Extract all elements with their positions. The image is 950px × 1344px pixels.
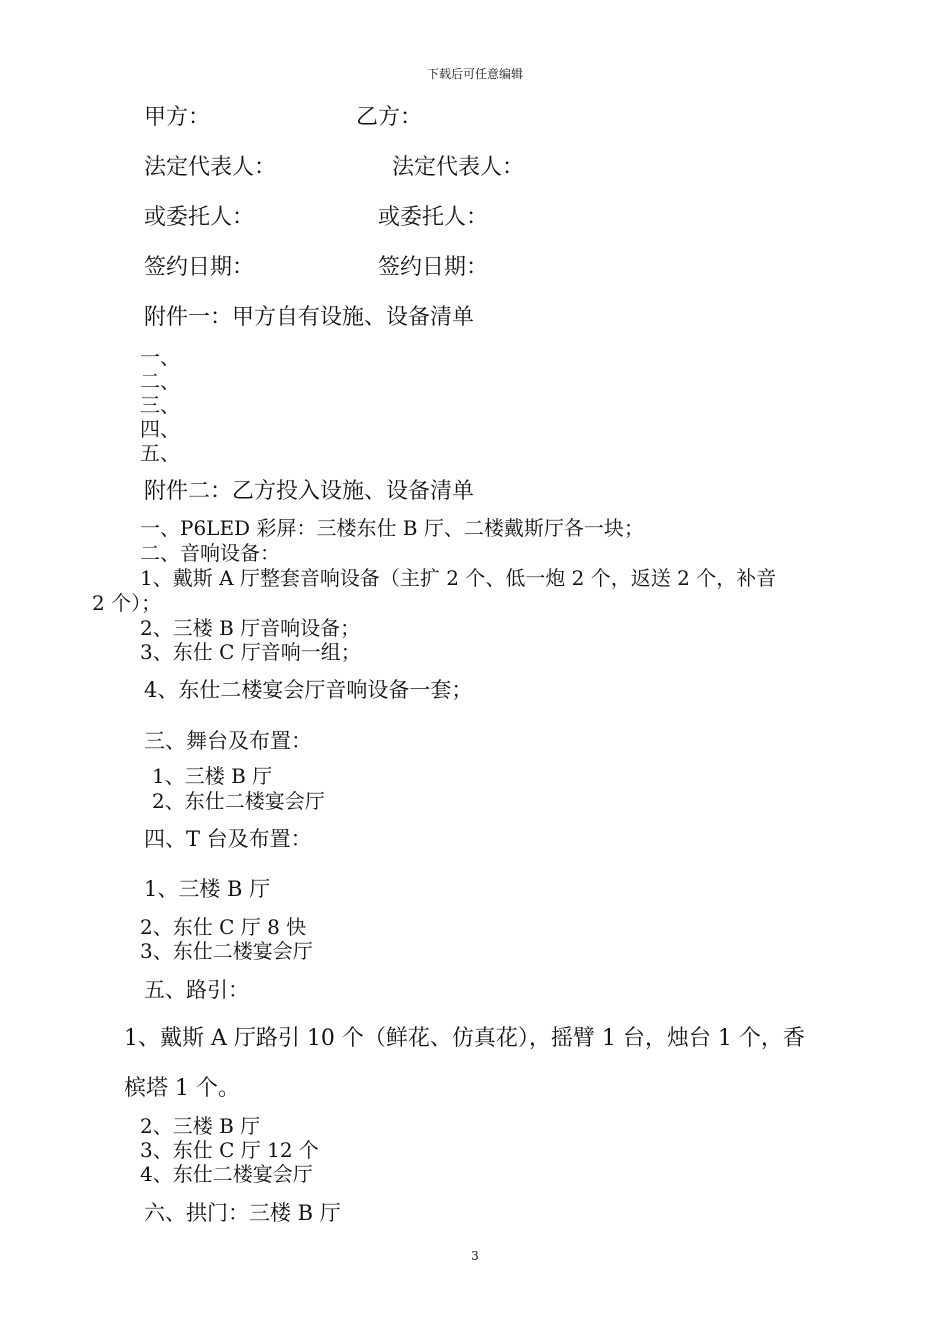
annex2-item: 3、东仕二楼宴会厅: [140, 939, 313, 963]
annex2-item: 3、东仕 C 厅 12 个: [140, 1138, 319, 1162]
annex1-item: 五、: [140, 441, 180, 465]
page-number: 3: [471, 1249, 479, 1263]
date-b-label: 签约日期：: [378, 255, 489, 280]
annex2-item-cont: 2 个）；: [92, 591, 162, 615]
annex2-item: 3、东仕 C 厅音响一组；: [140, 640, 361, 664]
annex2-item-cont: 槟塔 1 个。: [124, 1076, 240, 1101]
party-b-label: 乙方：: [356, 105, 423, 130]
annex2-item: 2、东仕二楼宴会厅: [152, 789, 325, 813]
annex2-item: 2、东仕 C 厅 8 快: [140, 915, 307, 939]
annex2-item: 2、三楼 B 厅: [140, 1114, 261, 1138]
annex2-section-5: 五、路引：: [144, 978, 249, 1002]
annex2-item: 1、三楼 B 厅: [144, 877, 271, 901]
annex2-section-1: 一、P6LED 彩屏：三楼东仕 B 厅、二楼戴斯厅各一块；: [140, 516, 644, 540]
annex2-section-2: 二、音响设备：: [140, 541, 280, 565]
annex2-section-4: 四、T 台及布置：: [144, 827, 312, 851]
annex2-item: 2、三楼 B 厅音响设备；: [140, 616, 361, 640]
annex2-section-3: 三、舞台及布置：: [144, 729, 312, 753]
annex1-item: 二、: [140, 369, 180, 393]
rep-a-label: 法定代表人：: [144, 155, 277, 180]
annex1-title: 附件一：甲方自有设施、设备清单: [144, 305, 475, 330]
date-a-label: 签约日期：: [144, 255, 255, 280]
annex1-item: 四、: [140, 417, 180, 441]
annex2-item: 1、戴斯 A 厅路引 10 个（鲜花、仿真花），摇臂 1 台，烛台 1 个，香: [124, 1026, 805, 1051]
annex1-item: 一、: [140, 345, 180, 369]
agent-b-label: 或委托人：: [378, 205, 489, 230]
rep-b-label: 法定代表人：: [392, 155, 525, 180]
annex2-section-6: 六、拱门：三楼 B 厅: [144, 1201, 341, 1225]
agent-a-label: 或委托人：: [144, 205, 255, 230]
annex2-item: 4、东仕二楼宴会厅: [140, 1162, 313, 1186]
annex2-item: 1、戴斯 A 厅整套音响设备（主扩 2 个、低一炮 2 个，返送 2 个，补音: [140, 566, 777, 590]
annex1-item: 三、: [140, 393, 180, 417]
annex2-item: 1、三楼 B 厅: [152, 764, 273, 788]
page-header: 下载后可任意编辑: [426, 67, 523, 81]
annex2-item: 4、东仕二楼宴会厅音响设备一套；: [144, 678, 473, 702]
annex2-title: 附件二：乙方投入设施、设备清单: [144, 479, 475, 504]
party-a-label: 甲方：: [144, 105, 211, 130]
